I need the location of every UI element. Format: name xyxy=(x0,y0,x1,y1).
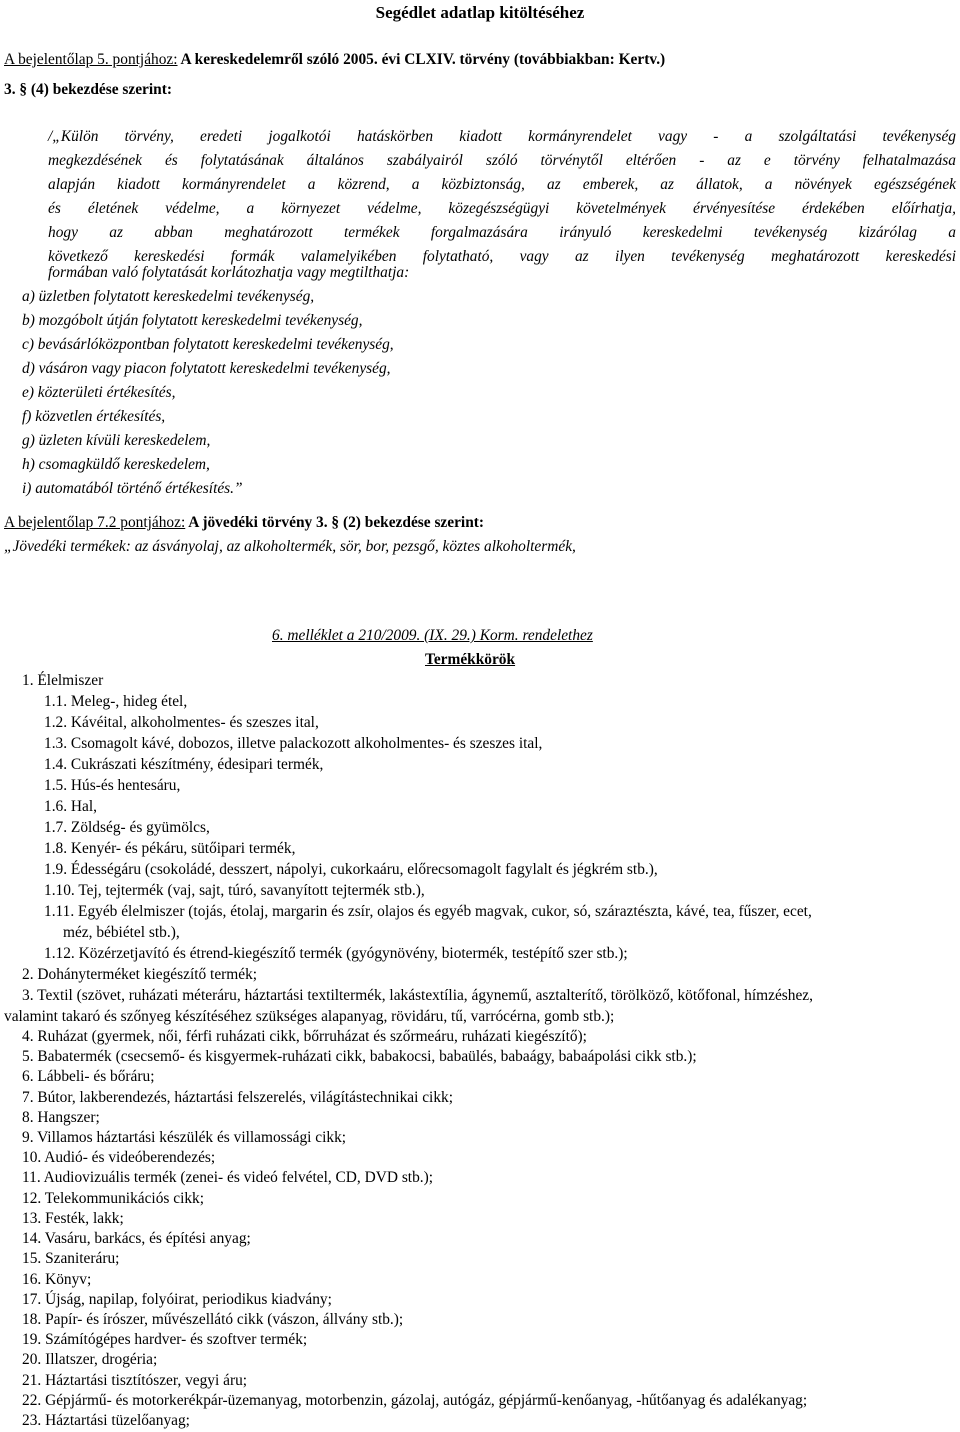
annex-item-continued: valamint takaró és szőnyeg készítéséhez szükséges alapanyag, rövidáru, tű, varrócérna, gomb stb.); xyxy=(4,1008,615,1025)
sec1-list-item: h) csomagküldő kereskedelem, xyxy=(22,456,210,473)
annex-item: 5. Babatermék (csecsemő- és kisgyermek-ruházati cikk, babakocsi, babaülés, babaágy, babaápolási cikk stb.); xyxy=(22,1048,697,1066)
annex-item: 23. Háztartási tüzelőanyag; xyxy=(22,1412,190,1429)
annex-item: 16. Könyv; xyxy=(22,1270,92,1288)
sec2-ref-prefix: A bejelentőlap 7.2 pontjához: xyxy=(4,514,186,531)
annex-item: 14. Vasáru, barkács, és építési anyag; xyxy=(22,1230,251,1248)
sec1-quote-line: /„Külön törvény, eredeti jogalkotói hatáskörben kiadott kormányrendelet vagy - a szolgáltatási tevékenység xyxy=(48,128,956,145)
annex-item: 9. Villamos háztartási készülék és villamossági cikk; xyxy=(22,1129,347,1147)
annex-sub-item: 1.9. Édességáru (csokoládé, desszert, nápolyi, cukorkaáru, előrecsomagolt fagylalt és jégkrém stb.), xyxy=(44,861,658,878)
annex-sub-item: 1.11. Egyéb élelmiszer (tojás, étolaj, margarin és zsír, olajos és egyéb magvak, cukor, só, száraztészta, kávé, tea, fűszer, ecet, xyxy=(44,903,812,920)
document-title: Segédlet adatlap kitöltéséhez xyxy=(375,3,585,22)
sec1-list-item: d) vásáron vagy piacon folytatott kereskedelmi tevékenység, xyxy=(22,360,391,377)
annex-sub-item: 1.8. Kenyér- és pékáru, sütőipari termék, xyxy=(44,840,296,857)
annex-item: 19. Számítógépes hardver- és szoftver termék; xyxy=(22,1331,308,1349)
sec1-list-item: i) automatából történő értékesítés.” xyxy=(22,480,243,497)
sec1-ref-text: A kereskedelemről szóló 2005. évi CLXIV. törvény (továbbiakban: Kertv.) xyxy=(177,51,666,68)
sec1-list-item: c) bevásárlóközpontban folytatott kereskedelmi tevékenység, xyxy=(22,336,394,353)
sec2-quote: „Jövedéki termékek: az ásványolaj, az alkoholtermék, sör, bor, pezsgő, köztes alkoholtermék, xyxy=(4,538,576,555)
annex-sub-item: 1.1. Meleg-, hideg étel, xyxy=(44,693,188,710)
annex-head-item: 1. Élelmiszer xyxy=(22,672,104,689)
annex-item: 15. Szaniteráru; xyxy=(22,1250,120,1268)
sec2-ref-text: A jövedéki törvény 3. § (2) bekezdése szerint: xyxy=(185,514,485,531)
annex-item: 13. Festék, lakk; xyxy=(22,1209,124,1227)
annex-sub-item: 1.7. Zöldség- és gyümölcs, xyxy=(44,819,210,836)
annex-item: 6. Lábbeli- és bőráru; xyxy=(22,1068,155,1086)
sec1-reference xyxy=(4,50,665,70)
sec1-quote-line: alapján kiadott kormányrendelet a közrend, a közbiztonság, az emberek, az állatok, a növények egészségének xyxy=(48,176,956,193)
annex-item: 4. Ruházat (gyermek, női, férfi ruházati cikk, bőrruházat és szőrmeáru, ruházati kiegészítő); xyxy=(22,1028,587,1045)
annex-sub-item: 1.6. Hal, xyxy=(44,798,98,815)
annex-item: 21. Háztartási tisztítószer, vegyi áru; xyxy=(22,1371,248,1389)
sec1-quote-line: és életének védelme, a környezet védelme, közegészségügyi követelmények érvényesítése érdekében előírhatja, xyxy=(48,200,956,217)
annex-sub-item: 1.10. Tej, tejtermék (vaj, sajt, túró, savanyított tejtermék stb.), xyxy=(44,882,425,899)
annex-title: 6. melléklet a 210/2009. (IX. 29.) Korm. rendelethez xyxy=(272,627,593,644)
sec1-list-item: g) üzleten kívüli kereskedelem, xyxy=(22,432,211,449)
annex-item: 12. Telekommunikációs cikk; xyxy=(22,1189,205,1207)
sec1-quote-line: formában való folytatását korlátozhatja vagy megtilthatja: xyxy=(48,264,410,281)
annex-sub-item: 1.12. Közérzetjavító és étrend-kiegészítő termék (gyógynövény, biotermék, testépítő szer stb.); xyxy=(44,945,628,962)
annex-sub-item: 1.4. Cukrászati készítmény, édesipari termék, xyxy=(44,756,324,773)
annex-item: 3. Textil (szövet, ruházati méteráru, háztartási textiltermék, lakástextília, ágynemű, asztalterítő, törölköző, kötőfonal, hímzéshez, xyxy=(22,987,813,1004)
annex-sub-item: 1.5. Hús-és hentesáru, xyxy=(44,777,181,794)
annex-item: 8. Hangszer; xyxy=(22,1108,100,1126)
annex-sub-item-continued: méz, bébiétel stb.), xyxy=(63,924,180,941)
annex-item: 22. Gépjármű- és motorkerékpár-üzemanyag, motorbenzin, gázolaj, autógáz, gépjármű-kenőanyag, -hűtőanyag és adalékanyag; xyxy=(22,1391,808,1409)
annex-item: 2. Dohányterméket kiegészítő termék; xyxy=(22,966,258,983)
sec2-reference xyxy=(4,513,484,533)
annex-subtitle: Termékkörök xyxy=(425,651,516,668)
sec1-list-item: f) közvetlen értékesítés, xyxy=(22,408,166,425)
sec1-quote-line: hogy az abban meghatározott termékek forgalmazására irányuló kereskedelmi tevékenység kizárólag a xyxy=(48,224,956,241)
annex-item: 17. Újság, napilap, folyóirat, periodikus kiadvány; xyxy=(22,1290,332,1308)
annex-sub-item: 1.2. Kávéital, alkoholmentes- és szeszes ital, xyxy=(44,714,319,731)
annex-item: 11. Audiovizuális termék (zenei- és videó felvétel, CD, DVD stb.); xyxy=(22,1169,434,1187)
sec1-quote-line: következő kereskedési formák valamelyikében folytatható, vagy az ilyen tevékenység meghatározott kereskedési xyxy=(48,248,956,265)
sec1-list-item: e) közterületi értékesítés, xyxy=(22,384,176,401)
sec1-list-item: a) üzletben folytatott kereskedelmi tevékenység, xyxy=(22,288,315,305)
annex-item: 18. Papír- és írószer, művészellátó cikk (vászon, állvány stb.); xyxy=(22,1310,404,1328)
annex-item: 7. Bútor, lakberendezés, háztartási felszerelés, világítástechnikai cikk; xyxy=(22,1088,453,1106)
sec1-list-item: b) mozgóbolt útján folytatott kereskedelmi tevékenység, xyxy=(22,312,363,329)
sec1-ref-prefix: A bejelentőlap 5. pontjához: xyxy=(4,51,178,68)
annex-item: 20. Illatszer, drogéria; xyxy=(22,1351,158,1369)
annex-sub-item: 1.3. Csomagolt kávé, dobozos, illetve palackozott alkoholmentes- és szeszes ital, xyxy=(44,735,543,752)
sec1-quote-line: megkezdésének és folytatásának általános szabályairól szóló törvénytől eltérően - az e törvény felhatalmazása xyxy=(48,152,956,169)
sec1-ref-line2: 3. § (4) bekezdése szerint: xyxy=(4,81,172,98)
annex-item: 10. Audió- és videóberendezés; xyxy=(22,1149,216,1167)
